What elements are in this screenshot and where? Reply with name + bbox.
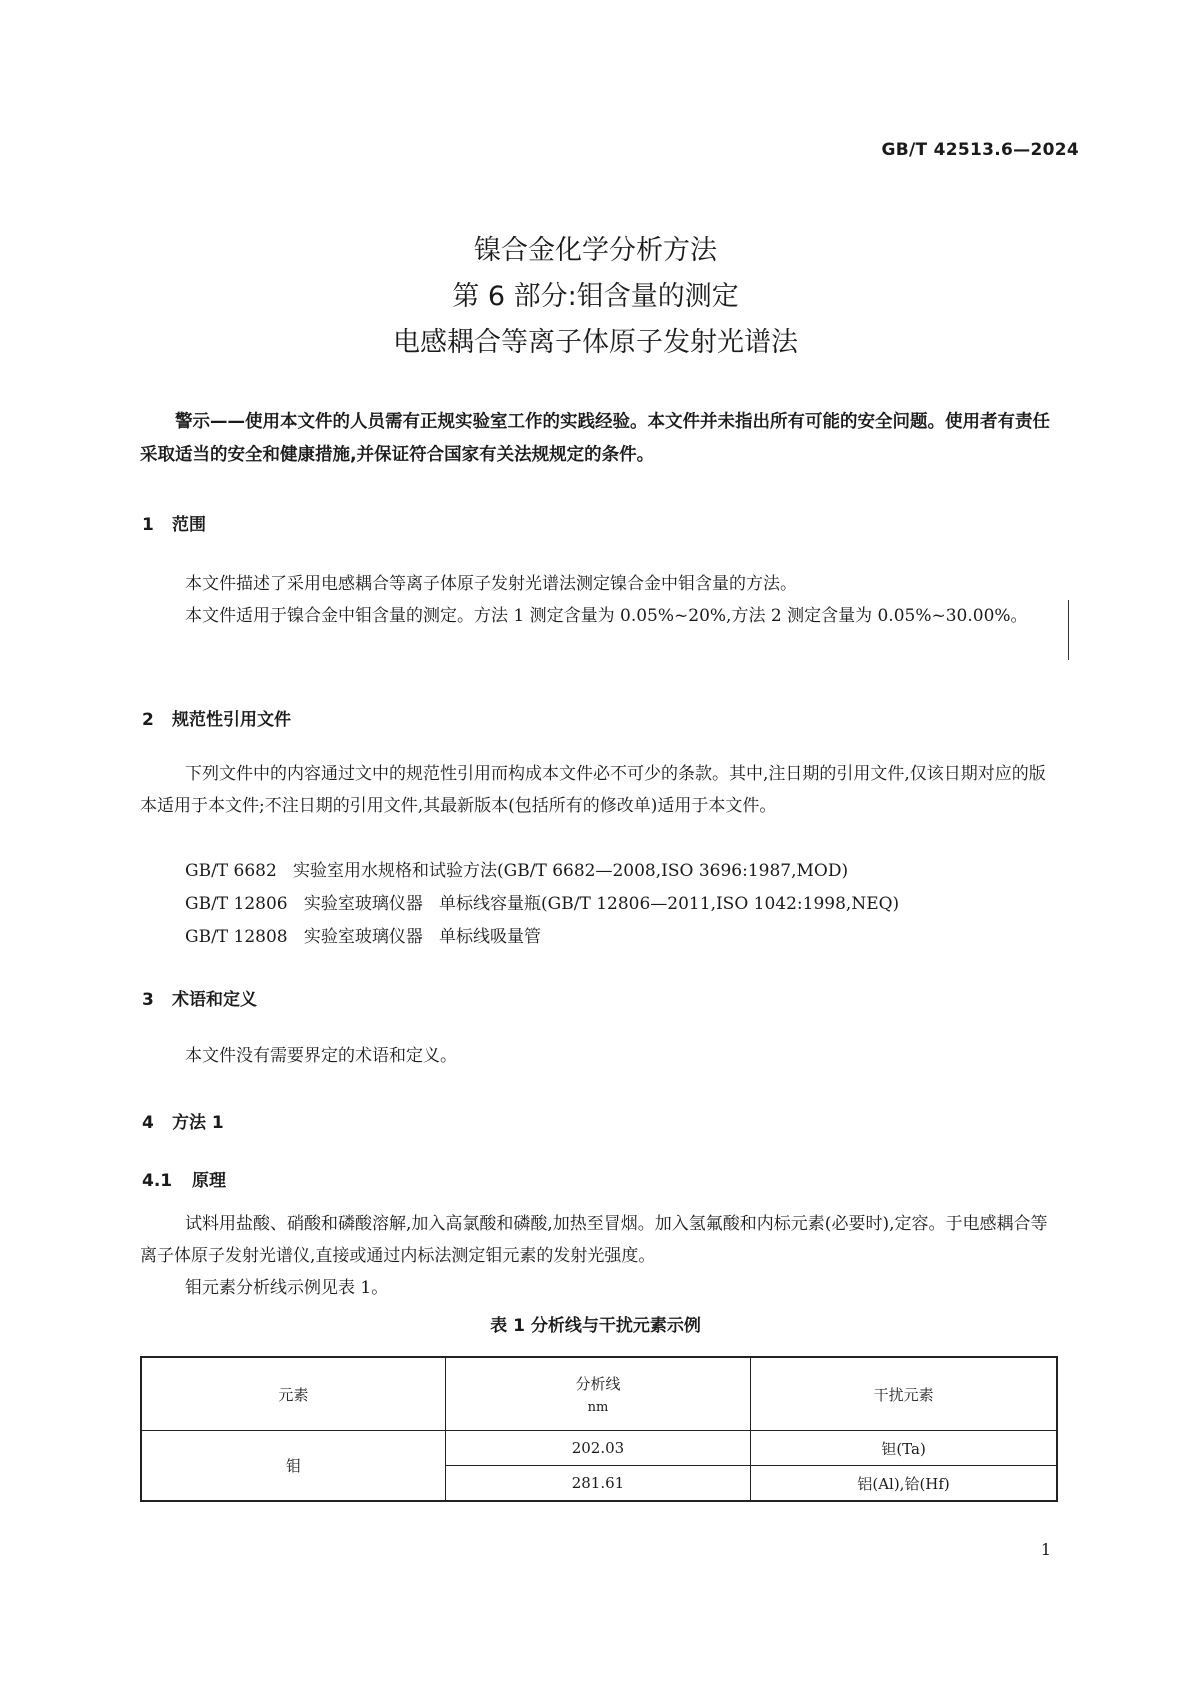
section-4-heading [142, 1108, 224, 1133]
title-line-2: 第 6 部分:钼含量的测定 [452, 281, 739, 312]
reference-item: GB/T 12808 实验室玻璃仪器 单标线吸量管 [185, 927, 542, 947]
cell-line: 281.61 [445, 1466, 750, 1502]
section-number: 1 [142, 515, 154, 535]
page-number: 1 [1040, 1540, 1051, 1559]
section-4-1-body [140, 1208, 1058, 1304]
cell-interference: 铝(Al),铪(Hf) [751, 1466, 1057, 1502]
paragraph: 下列文件中的内容通过文中的规范性引用而构成本文件必不可少的条款。其中,注日期的引用文件,仅该日期对应的版本适用于本文件;不注日期的引用文件,其最新版本(包括所有的修改单)适用于本文件。 [140, 764, 1046, 816]
section-title: 规范性引用文件 [172, 710, 291, 730]
section-title: 方法 1 [172, 1113, 224, 1133]
warning-notice [140, 406, 1058, 472]
title-line-3: 电感耦合等离子体原子发射光谱法 [393, 327, 798, 358]
table-caption: 表 1 分析线与干扰元素示例 [490, 1316, 701, 1336]
header-analysis-line [445, 1357, 750, 1431]
paragraph: 试料用盐酸、硝酸和磷酸溶解,加入高氯酸和磷酸,加热至冒烟。加入氢氟酸和内标元素(必要时),定容。于电感耦合等离子体原子发射光谱仪,直接或通过内标法测定钼元素的发射光强度。 [140, 1214, 1048, 1266]
section-1-heading [142, 510, 206, 535]
section-4-1-heading [142, 1166, 226, 1191]
paragraph: 钼元素分析线示例见表 1。 [185, 1278, 389, 1298]
cell-element: 钼 [141, 1431, 445, 1502]
reference-item: GB/T 6682 实验室用水规格和试验方法(GB/T 6682—2008,ISO 3696:1987,MOD) [185, 861, 849, 881]
section-title: 原理 [192, 1171, 226, 1191]
reference-item: GB/T 12806 实验室玻璃仪器 单标线容量瓶(GB/T 12806—2011,ISO 1042:1998,NEQ) [185, 894, 900, 914]
header-interference: 干扰元素 [751, 1357, 1057, 1431]
header-line-label: 分析线 [575, 1375, 621, 1393]
change-bar [1068, 600, 1069, 660]
section-number: 3 [142, 990, 154, 1010]
standard-number: GB/T 42513.6—2024 [881, 140, 1079, 160]
table-header-row [141, 1357, 1057, 1431]
paragraph: 本文件适用于镍合金中钼含量的测定。方法 1 测定含量为 0.05%~20%,方法 2 测定含量为 0.05%~30.00%。 [185, 606, 1028, 626]
header-line-unit: nm [587, 1400, 609, 1415]
section-number: 4.1 [142, 1171, 173, 1191]
section-2-body [140, 758, 1058, 822]
section-3-body [140, 1040, 1058, 1072]
section-title: 范围 [172, 515, 206, 535]
paragraph: 本文件描述了采用电感耦合等离子体原子发射光谱法测定镍合金中钼含量的方法。 [185, 574, 797, 594]
paragraph: 本文件没有需要界定的术语和定义。 [185, 1046, 457, 1066]
cell-line: 202.03 [445, 1431, 750, 1466]
section-3-heading [142, 985, 257, 1010]
document-title [0, 228, 1191, 366]
section-2-heading [142, 705, 291, 730]
warning-text: 警示——使用本文件的人员需有正规实验室工作的实践经验。本文件并未指出所有可能的安全问题。使用者有责任采取适当的安全和健康措施,并保证符合国家有关法规规定的条件。 [140, 412, 1050, 465]
section-number: 2 [142, 710, 154, 730]
header-element: 元素 [141, 1357, 445, 1431]
analysis-lines-table [140, 1356, 1058, 1502]
section-1-body [140, 568, 1058, 632]
section-number: 4 [142, 1113, 154, 1133]
section-title: 术语和定义 [172, 990, 257, 1010]
table-row [141, 1431, 1057, 1466]
title-line-1: 镍合金化学分析方法 [474, 235, 717, 266]
cell-interference: 钽(Ta) [751, 1431, 1057, 1466]
